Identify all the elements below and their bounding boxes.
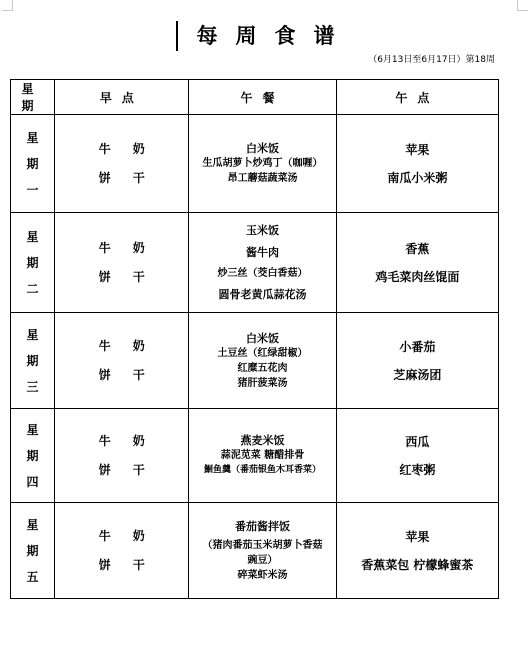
- breakfast-cell[interactable]: [55, 409, 189, 503]
- snack-item: 南瓜小米粥: [387, 170, 448, 185]
- table-row: [11, 409, 499, 503]
- snack-item: 芝麻汤团: [393, 367, 442, 382]
- breakfast-item: 饼干: [98, 170, 167, 185]
- lunch-item: 豌豆）: [247, 555, 278, 566]
- table-row: [11, 213, 499, 313]
- page-title[interactable]: 每周食谱: [196, 23, 353, 48]
- day-cell[interactable]: [11, 115, 55, 213]
- lunch-item: 红糜五花肉: [237, 362, 288, 374]
- snack-cell[interactable]: [336, 213, 498, 313]
- snack-item: 西瓜: [405, 434, 430, 449]
- lunch-item: 蒜泥苋菜 糖醋排骨: [220, 450, 305, 461]
- header-lunch[interactable]: 午餐: [189, 80, 336, 115]
- day-char: 星: [26, 422, 39, 437]
- lunch-item: 白米饭: [245, 142, 279, 155]
- lunch-cell[interactable]: [189, 503, 336, 599]
- day-cell[interactable]: [11, 409, 55, 503]
- snack-item: 鸡毛菜肉丝馄面: [375, 269, 460, 284]
- weekly-menu-table: [10, 79, 499, 599]
- title-area: [0, 20, 531, 50]
- breakfast-item: 饼干: [98, 367, 167, 382]
- snack-item: 苹果: [405, 529, 430, 544]
- lunch-item: 炒三丝（茭白香菇）: [217, 267, 308, 279]
- snack-item: 小番茄: [399, 339, 436, 354]
- day-char: 五: [26, 569, 39, 584]
- day-cell[interactable]: [11, 313, 55, 409]
- lunch-item: 番茄酱拌饭: [234, 520, 290, 533]
- day-char: 星: [26, 517, 39, 532]
- lunch-item: 鮰鱼羹（番茄银鱼木耳香菜）: [203, 465, 321, 475]
- breakfast-item: 饼干: [98, 462, 167, 477]
- lunch-item: 酱牛肉: [245, 245, 279, 259]
- breakfast-cell[interactable]: [55, 313, 189, 409]
- lunch-item: 燕麦米饭: [240, 434, 285, 447]
- day-char: 四: [26, 474, 39, 489]
- day-char: 三: [26, 379, 39, 394]
- lunch-item: 生瓜胡萝卜炒鸡丁（咖喱）: [202, 158, 323, 169]
- breakfast-cell[interactable]: [55, 503, 189, 599]
- breakfast-item: 饼干: [98, 269, 167, 284]
- day-char: 星: [26, 130, 39, 145]
- date-range-subtitle[interactable]: （6月13日至6月17日）第18周: [368, 55, 495, 65]
- snack-cell[interactable]: [336, 313, 498, 409]
- table-row: [11, 115, 499, 213]
- table-row: [11, 313, 499, 409]
- day-cell[interactable]: [11, 503, 55, 599]
- breakfast-item: 牛奶: [98, 240, 167, 255]
- breakfast-item: 牛奶: [98, 433, 167, 448]
- breakfast-cell[interactable]: [55, 213, 189, 313]
- lunch-item: 猪肝菠菜汤: [237, 377, 288, 389]
- day-char: 期: [26, 448, 39, 463]
- snack-item: 香蕉: [405, 241, 430, 256]
- lunch-item: 碎菜虾米汤: [237, 570, 288, 581]
- lunch-item: （猪肉番茄玉米胡萝卜香菇: [202, 540, 323, 551]
- breakfast-item: 牛奶: [98, 338, 167, 353]
- snack-item: 苹果: [405, 142, 430, 157]
- lunch-item: 昂工蘑菇蔬菜汤: [227, 173, 298, 184]
- day-char: 星: [26, 229, 39, 244]
- snack-cell[interactable]: [336, 115, 498, 213]
- day-char: 期: [26, 353, 39, 368]
- day-char: 一: [26, 182, 39, 197]
- lunch-cell[interactable]: [189, 313, 336, 409]
- breakfast-item: 牛奶: [98, 528, 167, 543]
- table-row: [11, 503, 499, 599]
- snack-item: 红枣粥: [399, 462, 436, 477]
- breakfast-item: 牛奶: [98, 141, 167, 156]
- header-day[interactable]: 星期: [11, 80, 55, 115]
- header-row: [11, 80, 499, 115]
- day-char: 期: [26, 543, 39, 558]
- header-afternoon-snack[interactable]: 午点: [336, 80, 498, 115]
- day-char: 二: [26, 281, 39, 296]
- lunch-item: 白米饭: [245, 331, 279, 345]
- lunch-item: 圆骨老黄瓜蒜花汤: [218, 287, 307, 301]
- lunch-item: 玉米饭: [245, 223, 279, 237]
- breakfast-cell[interactable]: [55, 115, 189, 213]
- lunch-cell[interactable]: [189, 409, 336, 503]
- day-char: 期: [26, 255, 39, 270]
- lunch-cell[interactable]: [189, 213, 336, 313]
- snack-cell[interactable]: [336, 409, 498, 503]
- page-corner-mark-left: [2, 0, 13, 11]
- snack-cell[interactable]: [336, 503, 498, 599]
- page-corner-mark-right: [517, 0, 528, 11]
- day-cell[interactable]: [11, 213, 55, 313]
- breakfast-item: 饼干: [98, 557, 167, 572]
- header-breakfast[interactable]: 早点: [55, 80, 189, 115]
- day-char: 期: [26, 156, 39, 171]
- day-char: 星: [26, 327, 39, 342]
- snack-item: 香蕉菜包 柠檬蜂蜜茶: [361, 557, 474, 572]
- lunch-item: 土豆丝（红绿甜椒）: [217, 347, 308, 359]
- lunch-cell[interactable]: [189, 115, 336, 213]
